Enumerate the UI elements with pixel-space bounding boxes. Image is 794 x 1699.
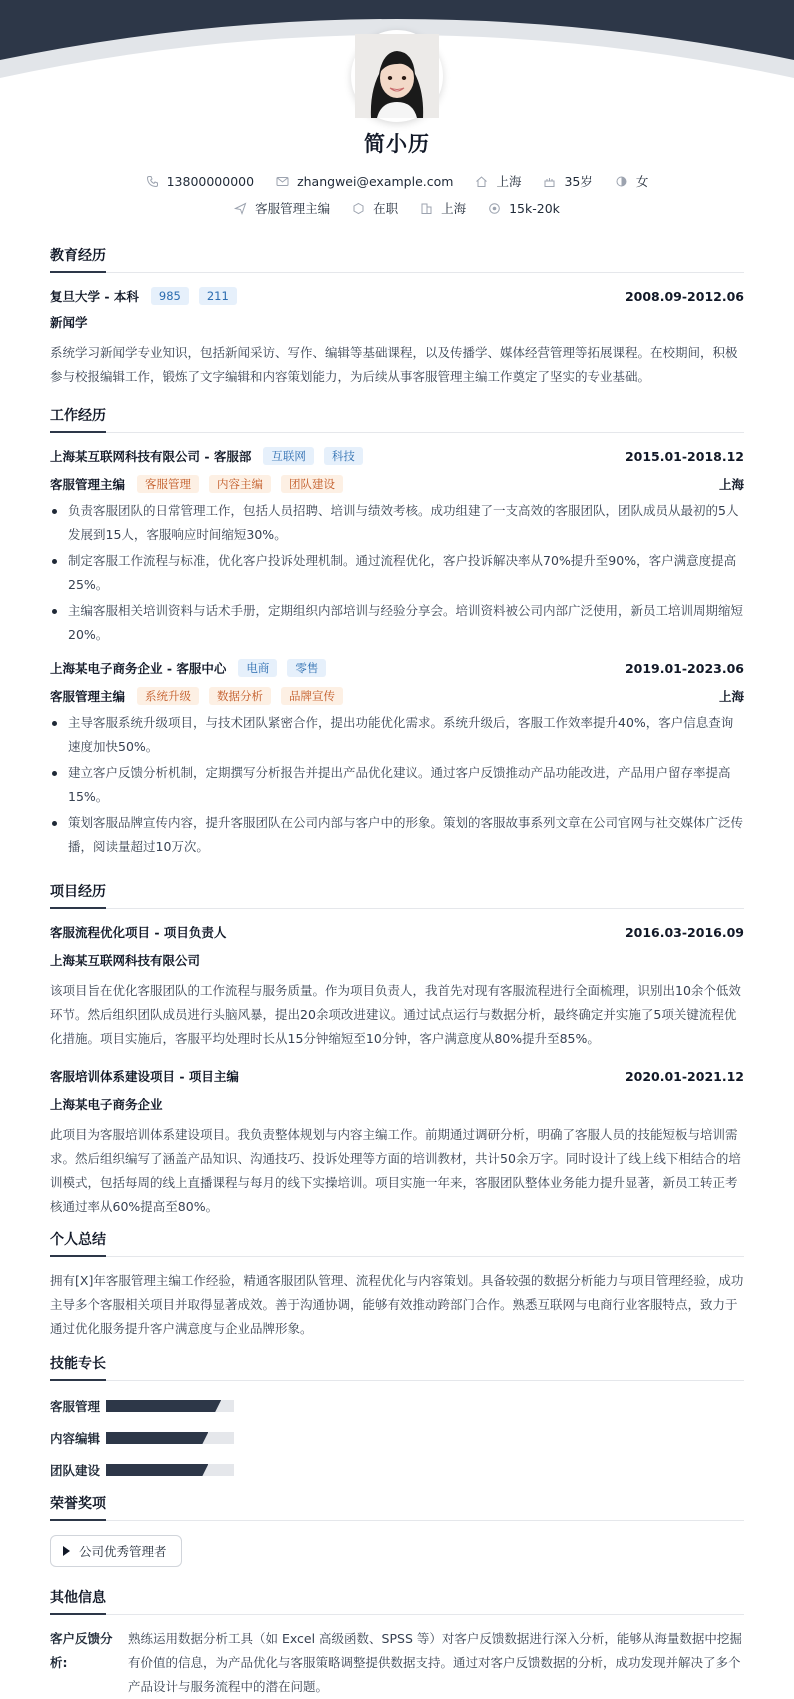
list-item: 主编客服相关培训资料与话术手册，定期组织内部培训与经验分享会。培训资料被公司内部广泛使用，新员工培训周期缩短20%。 <box>50 599 744 647</box>
send-icon <box>234 202 247 215</box>
skill-item <box>50 1457 405 1483</box>
project-title: 客服培训体系建设项目 - 项目主编 <box>50 1069 239 1084</box>
skill-level-fill <box>106 1464 208 1476</box>
city-info <box>475 172 521 190</box>
section-title-summary: 个人总结 <box>50 1229 744 1257</box>
avatar <box>351 30 443 122</box>
work-period: 2019.01-2023.06 <box>624 660 744 676</box>
award-item <box>50 1535 182 1567</box>
list-item: 制定客服工作流程与标准，优化客户投诉处理机制。通过流程优化，客户投诉解决率从70%提升至90%，客户满意度提高25%。 <box>50 549 744 597</box>
skill-tag: 客服管理 <box>137 475 199 493</box>
gender-value: 女 <box>635 174 649 189</box>
skill-name: 内容编辑 <box>50 1431 101 1446</box>
skill-item <box>50 1425 405 1451</box>
work-position-row <box>50 473 744 495</box>
target-city: 上海 <box>441 201 467 216</box>
status-info <box>352 199 398 217</box>
phone-icon <box>146 175 159 188</box>
project-period: 2016.03-2016.09 <box>624 924 744 940</box>
project-description: 此项目为客服培训体系建设项目。我负责整体规划与内容主编工作。前期通过调研分析，明确了客服人员的技能短板与培训需求。然后组织编写了涵盖产品知识、沟通技巧、投诉处理等方面的培训教材，共计50余万字。同时设计了线上线下相结合的培训模式，包括每周的线上直播课程与每月的线下实操培训。项目实施一年来，客服团队整体业务能力提升显著，新员工转正考核通过率从60%提高至80%。 <box>50 1127 741 1214</box>
skill-tag: 数据分析 <box>209 687 271 705</box>
section-title-awards: 荣誉奖项 <box>50 1493 744 1521</box>
other-info-item <box>50 1627 744 1699</box>
section-title-work: 工作经历 <box>50 405 744 433</box>
skill-tag: 内容主编 <box>209 475 271 493</box>
school-tag: 985 <box>151 287 189 305</box>
job-intent-row <box>0 199 794 217</box>
work-company: 上海某互联网科技有限公司 - 客服部 <box>50 449 252 464</box>
work-position-row <box>50 685 744 707</box>
project-entry <box>50 921 744 1051</box>
building-icon <box>420 202 433 215</box>
project-company: 上海某互联网科技有限公司 <box>50 953 201 968</box>
section-title-projects: 项目经历 <box>50 881 744 909</box>
phone-info <box>146 174 254 189</box>
age-info <box>543 172 592 190</box>
target-city-info <box>420 199 466 217</box>
skills-list <box>50 1393 744 1489</box>
list-item: 建立客户反馈分析机制，定期撰写分析报告并提出产品优化建议。通过客户反馈推动产品功能改进，产品用户留存率提高15%。 <box>50 761 744 809</box>
salary-range: 15k-20k <box>509 200 560 216</box>
other-info-label: 客户反馈分析: <box>50 1631 113 1670</box>
skill-bar <box>106 1432 234 1444</box>
target-position: 客服管理主编 <box>255 201 331 216</box>
project-company: 上海某电子商务企业 <box>50 1097 163 1112</box>
status-icon <box>352 202 365 215</box>
work-bullets <box>50 711 744 859</box>
project-header <box>50 921 744 943</box>
project-entry <box>50 1065 744 1219</box>
play-icon <box>63 1546 70 1556</box>
work-location: 上海 <box>718 689 744 704</box>
skill-tag: 团队建设 <box>281 475 343 493</box>
work-company: 上海某电子商务企业 - 客服中心 <box>50 661 227 676</box>
personal-summary: 拥有[X]年客服管理主编工作经验，精通客服团队管理、流程优化与内容策划。具备较强的数据分析能力与项目管理经验，成功主导多个客服相关项目并取得显著成效。善于沟通协调，能够有效推动跨部门合作。熟悉互联网与电商行业客服特点，致力于通过优化服务提升客户满意度与企业品牌形象。 <box>50 1273 744 1336</box>
list-item: 主导客服系统升级项目，与技术团队紧密合作，提出功能优化需求。系统升级后，客服工作效率提升40%，客户信息查询速度加快50%。 <box>50 711 744 759</box>
work-period: 2015.01-2018.12 <box>624 448 744 464</box>
gender-icon <box>615 175 628 188</box>
project-title: 客服流程优化项目 - 项目负责人 <box>50 925 227 940</box>
skill-tag: 品牌宣传 <box>281 687 343 705</box>
list-item: 负责客服团队的日常管理工作，包括人员招聘、培训与绩效考核。成功组建了一支高效的客服团队，团队成员从最初的5人发展到15人，客服响应时间缩短30%。 <box>50 499 744 547</box>
target-position-info <box>234 199 330 217</box>
gender-info <box>615 172 649 190</box>
education-description: 系统学习新闻学专业知识，包括新闻采访、写作、编辑等基础课程，以及传播学、媒体经营管理等拓展课程。在校期间，积极参与校报编辑工作，锻炼了文字编辑和内容策划能力，为后续从事客服管理主编工作奠定了坚实的专业基础。 <box>50 345 738 384</box>
industry-tag: 零售 <box>287 659 326 677</box>
skill-bar <box>106 1464 234 1476</box>
home-icon <box>475 175 488 188</box>
section-title-education: 教育经历 <box>50 245 744 273</box>
project-header <box>50 1065 744 1087</box>
resume-content <box>50 245 744 1699</box>
section-title-other: 其他信息 <box>50 1587 744 1615</box>
education-period: 2008.09-2012.06 <box>624 288 744 304</box>
phone-number: 13800000000 <box>166 173 255 189</box>
education-header <box>50 285 744 307</box>
skill-name: 客服管理 <box>50 1399 101 1414</box>
work-position: 客服管理主编 <box>50 689 126 704</box>
cake-icon <box>543 175 556 188</box>
work-bullets <box>50 499 744 647</box>
email-info <box>276 174 453 189</box>
work-header <box>50 657 744 679</box>
coin-icon <box>488 202 501 215</box>
industry-tag: 电商 <box>238 659 277 677</box>
work-position: 客服管理主编 <box>50 477 126 492</box>
school-degree: 复旦大学 - 本科 <box>50 289 139 304</box>
industry-tag: 互联网 <box>263 447 314 465</box>
email-address: zhangwei@example.com <box>297 173 454 189</box>
education-major: 新闻学 <box>50 315 88 330</box>
other-info-text: 熟练运用数据分析工具（如 Excel 高级函数、SPSS 等）对客户反馈数据进行深入分析，能够从海量数据中挖掘有价值的信息，为产品优化与客服策略调整提供数据支持。通过对客户反馈数据的分析，成功发现并解决了多个产品设计与服务流程中的潜在问题。 <box>128 1631 742 1694</box>
work-entry <box>50 657 744 859</box>
work-location: 上海 <box>718 477 744 492</box>
contact-info-row <box>0 172 794 190</box>
project-description: 该项目旨在优化客服团队的工作流程与服务质量。作为项目负责人，我首先对现有客服流程进行全面梳理，识别出10余个低效环节。然后组织团队成员进行头脑风暴，提出20余项改进建议。通过试点运行与数据分析，最终确定并实施了5项关键流程优化措施。项目实施后，客服平均处理时长从15分钟缩短至10分钟，客户满意度从80%提升至85%。 <box>50 983 741 1046</box>
work-header <box>50 445 744 467</box>
industry-tag: 科技 <box>324 447 363 465</box>
skill-level-fill <box>106 1400 221 1412</box>
skill-name: 团队建设 <box>50 1463 101 1478</box>
employment-status: 在职 <box>373 201 399 216</box>
skill-level-fill <box>106 1432 208 1444</box>
skill-tag: 系统升级 <box>137 687 199 705</box>
project-period: 2020.01-2021.12 <box>624 1068 744 1084</box>
work-entry <box>50 445 744 647</box>
age-value: 35岁 <box>564 174 593 189</box>
salary-info <box>488 201 560 216</box>
candidate-name: 简小历 <box>364 132 430 156</box>
mail-icon <box>276 175 289 188</box>
skill-bar <box>106 1400 234 1412</box>
award-name: 公司优秀管理者 <box>79 1544 167 1559</box>
list-item: 策划客服品牌宣传内容，提升客服团队在公司内部与客户中的形象。策划的客服故事系列文章在公司官网与社交媒体广泛传播，阅读量超过10万次。 <box>50 811 744 859</box>
skill-item <box>50 1393 405 1419</box>
section-title-skills: 技能专长 <box>50 1353 744 1381</box>
city-value: 上海 <box>496 174 522 189</box>
school-tag: 211 <box>199 287 237 305</box>
